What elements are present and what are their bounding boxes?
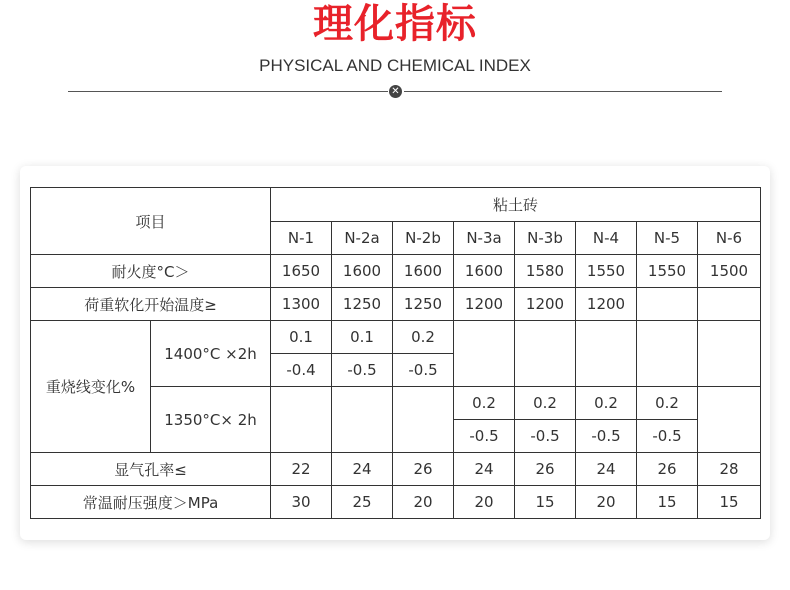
table-cell: 1550 [637,255,698,288]
grade-header: N-1 [271,221,332,255]
table-cell: -0.5 [393,354,454,387]
table-cell [698,288,761,321]
table-cell: 26 [393,453,454,486]
table-cell: 1650 [271,255,332,288]
table-cell: 1300 [271,288,332,321]
table-cell: 1600 [393,255,454,288]
condition-label: 1350°C× 2h [151,387,271,453]
divider-line-right [404,91,722,92]
table-cell: 1600 [454,255,515,288]
table-cell: 20 [393,486,454,519]
table-row [31,188,761,222]
empty-cell [332,387,393,453]
row-label: 耐火度°C＞ [31,255,271,288]
table-cell: 1600 [332,255,393,288]
table-cell: 30 [271,486,332,519]
table-row [31,255,761,288]
table-cell [637,288,698,321]
table-cell: 26 [515,453,576,486]
page-title: 理化指标 [313,1,477,47]
row-label: 重烧线变化% [31,321,151,453]
row-label: 常温耐压强度＞MPa [31,486,271,519]
empty-cell [698,387,761,453]
table-cell: 1550 [576,255,637,288]
table-cell: 0.2 [393,321,454,354]
table-row [31,288,761,321]
table-row [31,453,761,486]
empty-cell [454,321,515,387]
empty-cell [698,321,761,387]
table-cell: 0.1 [332,321,393,354]
table-cell: 1200 [576,288,637,321]
table-cell: 24 [332,453,393,486]
table-cell: 1200 [515,288,576,321]
empty-cell [271,387,332,453]
table-cell: 0.2 [637,387,698,420]
table-cell: 1500 [698,255,761,288]
table-cell: 20 [576,486,637,519]
table-cell: 0.2 [576,387,637,420]
table-cell: 22 [271,453,332,486]
table-cell: -0.4 [271,354,332,387]
spec-table [30,187,761,519]
grade-header: N-3a [454,221,515,255]
table-cell: 1580 [515,255,576,288]
table-cell: -0.5 [637,420,698,453]
table-row [31,486,761,519]
table-cell: 15 [698,486,761,519]
table-cell: 15 [515,486,576,519]
grade-header: N-5 [637,221,698,255]
grade-header: N-2a [332,221,393,255]
table-cell: 24 [576,453,637,486]
condition-label: 1400°C ×2h [151,321,271,387]
table-cell: 0.2 [454,387,515,420]
empty-cell [393,387,454,453]
table-cell: 0.1 [271,321,332,354]
empty-cell [515,321,576,387]
table-cell: -0.5 [332,354,393,387]
table-cell: 24 [454,453,515,486]
divider-line-left [68,91,388,92]
grade-header: N-4 [576,221,637,255]
table-cell: 15 [637,486,698,519]
empty-cell [637,321,698,387]
row-label: 显气孔率≤ [31,453,271,486]
table-cell: 1250 [332,288,393,321]
table-row [31,321,761,354]
grade-header: N-3b [515,221,576,255]
table-cell: 25 [332,486,393,519]
empty-cell [576,321,637,387]
table-cell: 28 [698,453,761,486]
table-cell: 20 [454,486,515,519]
group-header: 粘土砖 [271,188,761,222]
row-label: 荷重软化开始温度≥ [31,288,271,321]
grade-header: N-2b [393,221,454,255]
table-cell: 1200 [454,288,515,321]
table-cell: -0.5 [515,420,576,453]
table-cell: 26 [637,453,698,486]
page-subtitle: PHYSICAL AND CHEMICAL INDEX [259,56,531,75]
table-cell: 1250 [393,288,454,321]
table-cell: -0.5 [454,420,515,453]
x-circle-icon: ✕ [389,85,402,98]
table-cell: 0.2 [515,387,576,420]
grade-header: N-6 [698,221,761,255]
table-cell: -0.5 [576,420,637,453]
item-header: 项目 [31,188,271,255]
